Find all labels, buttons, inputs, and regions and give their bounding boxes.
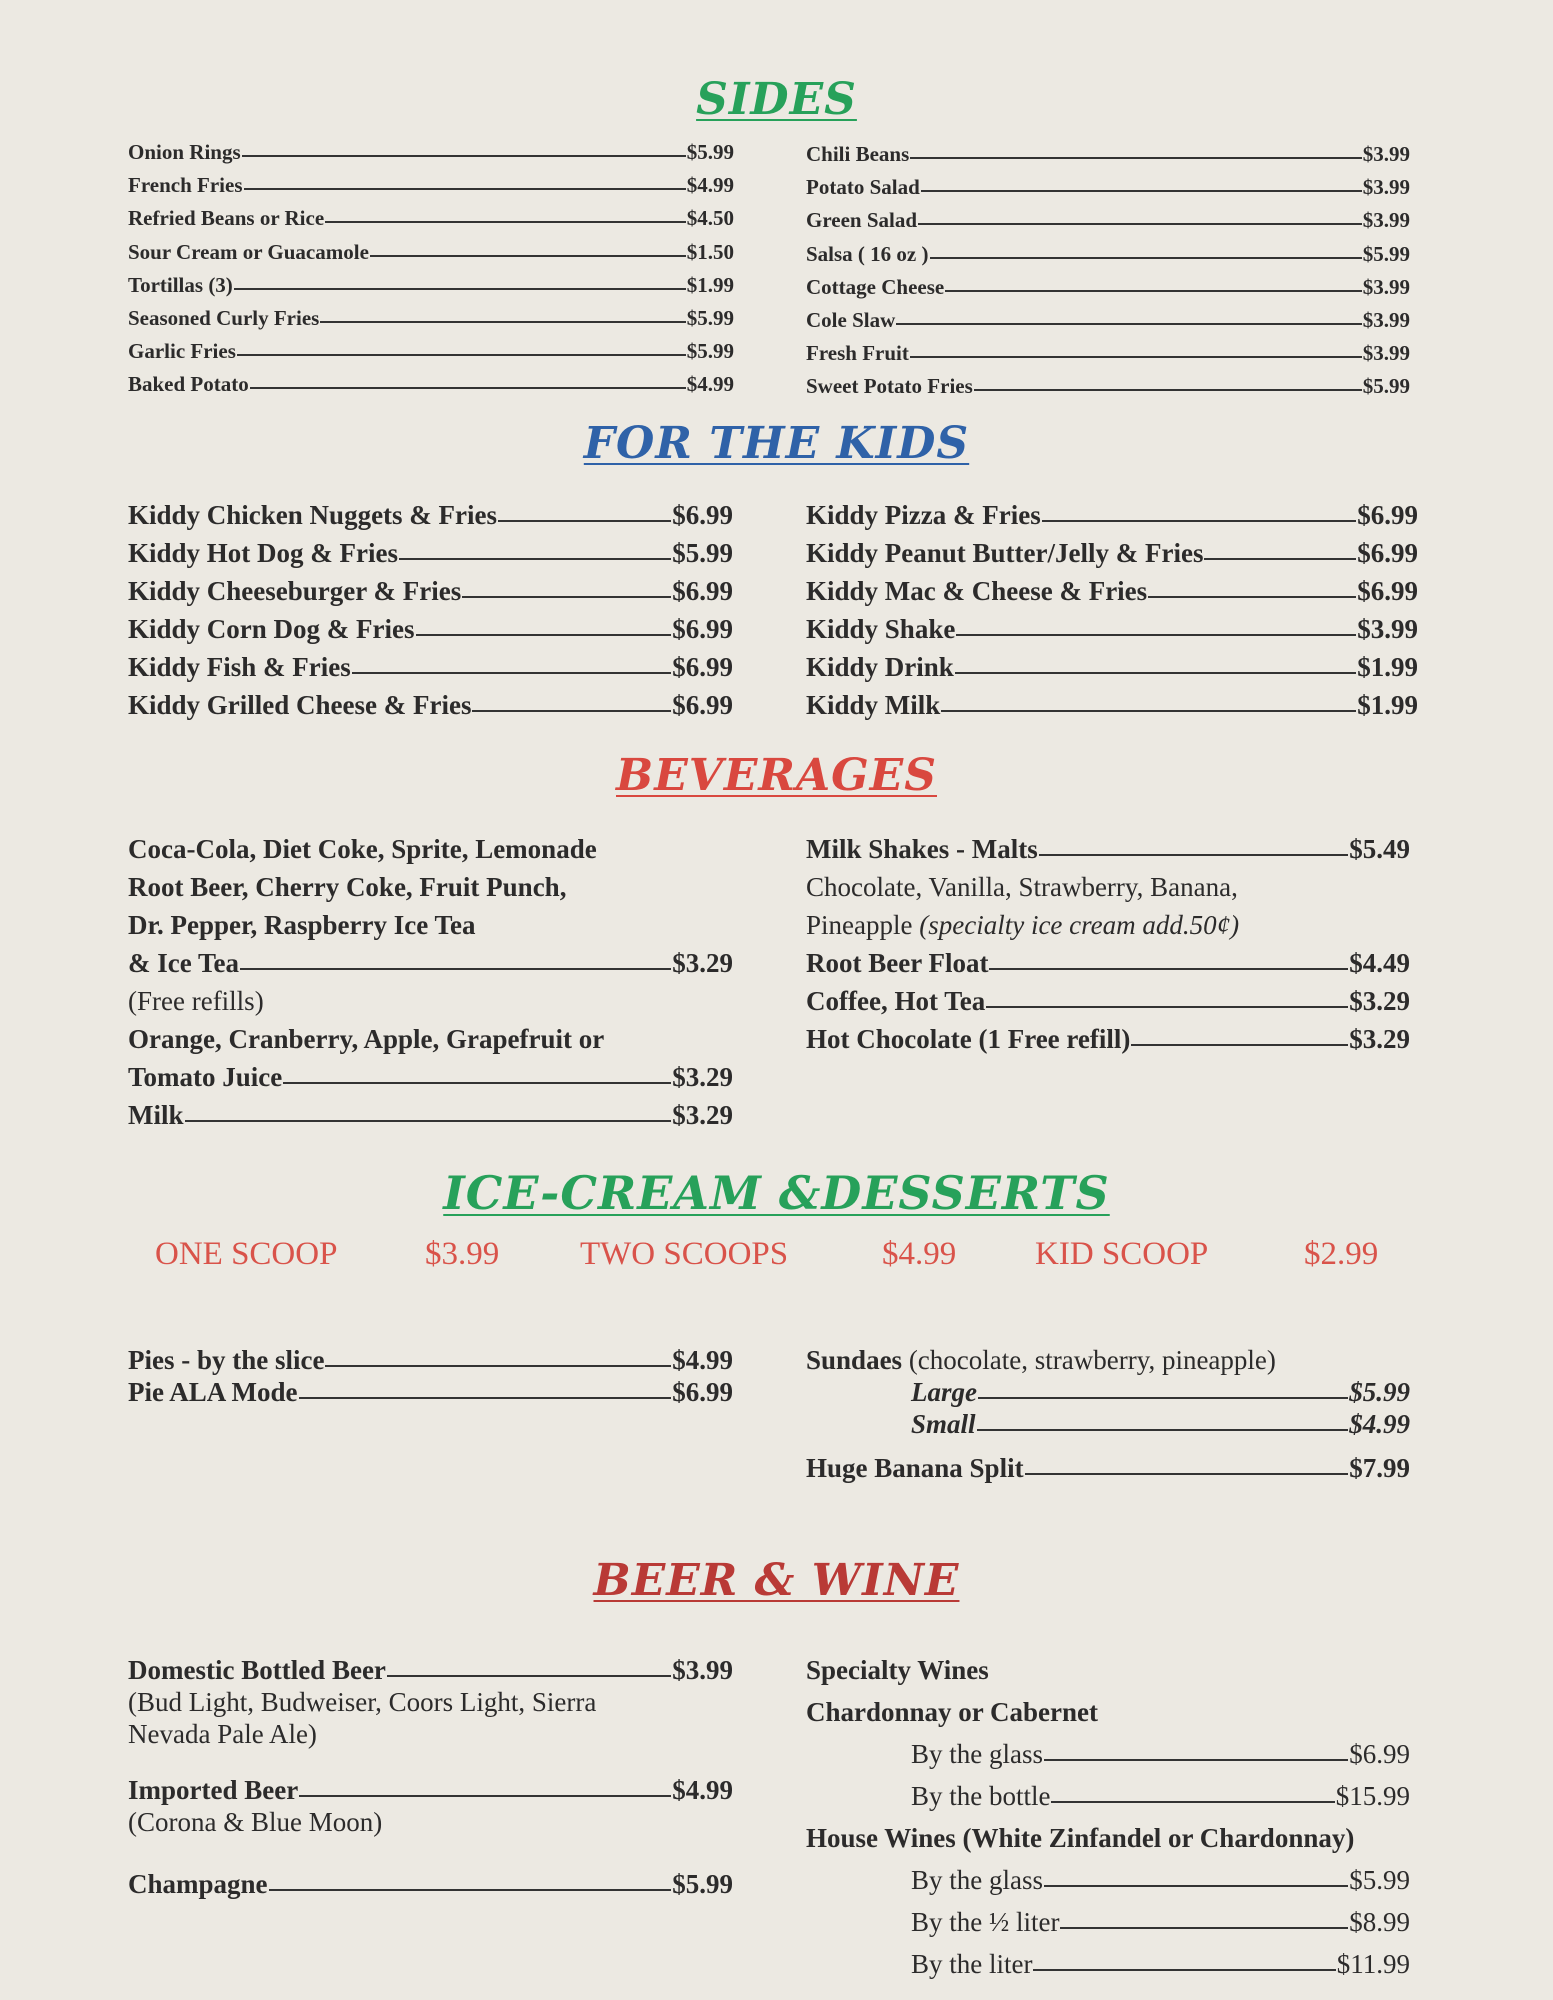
item-price: $6.99: [672, 500, 733, 530]
item-price: $6.99: [672, 576, 733, 606]
menu-item-house-liter: [911, 1949, 1410, 1991]
item-price: $3.29: [1349, 986, 1410, 1016]
leader-line: [352, 672, 671, 674]
item-price: $5.49: [1349, 834, 1410, 864]
menu-item: [128, 652, 733, 690]
item-name: Tomato Juice: [128, 1062, 283, 1092]
item-name: Pie ALA Mode: [128, 1377, 298, 1407]
item-name: Garlic Fries: [128, 339, 236, 364]
item-price: $5.99: [1362, 241, 1410, 266]
menu-item-wine-glass: [911, 1739, 1410, 1781]
menu-item-juice: [128, 1062, 733, 1100]
item-price: $6.99: [1357, 538, 1418, 568]
item-price: $3.29: [1349, 1024, 1410, 1054]
sundaes-label: Sundaes: [806, 1345, 903, 1375]
leader-line: [320, 321, 685, 323]
item-price: $3.29: [672, 948, 733, 978]
menu-item: [806, 500, 1418, 538]
leader-line: [977, 1429, 1349, 1431]
menu-item-banana-split: [806, 1453, 1410, 1485]
leader-line: [370, 255, 686, 257]
menu-item-milk: [128, 1100, 733, 1138]
menu-item: [806, 652, 1418, 690]
item-price: $5.99: [1362, 374, 1410, 399]
item-name: Green Salad: [806, 208, 918, 233]
leader-line: [930, 257, 1362, 259]
leader-line: [1204, 558, 1356, 560]
leader-line: [250, 387, 686, 389]
beer-left-column: [128, 1655, 733, 1901]
item-price: $6.99: [672, 652, 733, 682]
soda-list: Root Beer, Cherry Coke, Fruit Punch,: [128, 872, 567, 902]
item-price: $4.50: [686, 206, 734, 231]
leader-line: [1044, 1885, 1348, 1887]
sides-right-column: [806, 142, 1410, 408]
item-name: & Ice Tea: [128, 948, 239, 978]
menu-item: [806, 242, 1410, 275]
leader-line: [299, 1795, 671, 1797]
item-price: $4.99: [1349, 1409, 1410, 1439]
item-name: Champagne: [128, 1869, 268, 1899]
item-name: By the liter: [911, 1949, 1033, 1979]
item-name: Small: [911, 1409, 976, 1439]
menu-item: [128, 140, 734, 173]
item-price: $3.99: [1362, 307, 1410, 332]
leader-line: [416, 634, 672, 636]
two-scoops-label: TWO SCOOPS: [580, 1236, 789, 1272]
item-name: Refried Beans or Rice: [128, 206, 325, 231]
menu-item-ala-mode: [128, 1377, 733, 1409]
item-price: $3.29: [672, 1100, 733, 1130]
menu-item-sundae-small: [911, 1409, 1410, 1453]
menu-item: [806, 308, 1410, 341]
item-name: Kiddy Cheeseburger & Fries: [128, 576, 462, 606]
menu-item: [806, 142, 1410, 175]
refill-note: (Free refills): [128, 986, 264, 1016]
menu-item-pies: [128, 1345, 733, 1377]
menu-item: [128, 372, 734, 405]
leader-line: [185, 1120, 672, 1122]
item-name: Hot Chocolate (1 Free refill): [806, 1024, 1131, 1054]
soda-list: Coca-Cola, Diet Coke, Sprite, Lemonade: [128, 834, 597, 864]
specialty-wines-heading: Specialty Wines: [806, 1655, 989, 1685]
leader-line: [974, 389, 1362, 391]
shake-flavor-pineapple: Pineapple: [806, 910, 913, 940]
leader-line: [1033, 1969, 1335, 1971]
menu-item: [806, 275, 1410, 308]
item-name: Large: [911, 1377, 977, 1407]
menu-item: [128, 173, 734, 206]
item-name: Potato Salad: [806, 175, 920, 200]
leader-line: [462, 596, 671, 598]
leader-line: [896, 323, 1362, 325]
item-name: Milk Shakes - Malts: [806, 834, 1038, 864]
item-price: $4.99: [672, 1345, 733, 1375]
item-name: Kiddy Mac & Cheese & Fries: [806, 576, 1148, 606]
menu-item-house-half-liter: [911, 1907, 1410, 1949]
item-price: $4.99: [686, 173, 734, 198]
chardonnay-cabernet-heading: Chardonnay or Cabernet: [806, 1697, 1099, 1727]
menu-item: [128, 690, 733, 728]
leader-line: [1060, 1927, 1348, 1929]
leader-line: [472, 710, 671, 712]
leader-line: [399, 558, 671, 560]
leader-line: [1051, 1801, 1334, 1803]
item-price: $5.99: [1349, 1865, 1410, 1895]
leader-line: [986, 1006, 1348, 1008]
leader-line: [244, 188, 686, 190]
leader-line: [325, 221, 686, 223]
leader-line: [989, 968, 1348, 970]
item-name: Cottage Cheese: [806, 274, 945, 299]
menu-item: [806, 614, 1418, 652]
leader-line: [240, 968, 671, 970]
menu-item: [806, 690, 1418, 728]
domestic-note: (Bud Light, Budweiser, Coors Light, Sierra: [128, 1687, 597, 1717]
beverages-title: BEVERAGES: [616, 750, 937, 801]
house-wines-heading: House Wines (White Zinfandel or Chardonnay): [806, 1823, 1355, 1853]
item-price: $8.99: [1349, 1907, 1410, 1937]
leader-line: [956, 634, 1356, 636]
item-price: $3.99: [1357, 614, 1418, 644]
item-price: $1.50: [686, 239, 734, 264]
sundaes-heading: [806, 1345, 1410, 1377]
item-price: $6.99: [1357, 500, 1418, 530]
item-price: $5.99: [686, 305, 734, 330]
item-price: $1.99: [1357, 690, 1418, 720]
menu-item: [128, 614, 733, 652]
leader-line: [1044, 1759, 1348, 1761]
item-price: $5.99: [1349, 1377, 1410, 1407]
item-price: $6.99: [672, 1377, 733, 1407]
item-price: $5.99: [672, 538, 733, 568]
menu-item: [806, 374, 1410, 407]
menu-item-imported-beer: [128, 1775, 733, 1807]
menu-item: [128, 240, 734, 273]
menu-item: [128, 273, 734, 306]
item-name: Baked Potato: [128, 372, 249, 397]
kid-scoop-price: $2.99: [1304, 1236, 1379, 1272]
leader-line: [921, 190, 1362, 192]
leader-line: [283, 1082, 671, 1084]
item-name: Kiddy Fish & Fries: [128, 652, 351, 682]
item-name: Tortillas (3): [128, 272, 233, 297]
beer-wine-title: BEER & WINE: [593, 1555, 960, 1606]
leader-line: [242, 155, 686, 157]
leader-line: [910, 157, 1361, 159]
item-name: Chili Beans: [806, 142, 910, 166]
item-price: $4.49: [1349, 948, 1410, 978]
item-name: By the glass: [911, 1739, 1043, 1769]
item-price: $3.29: [672, 1062, 733, 1092]
item-price: $3.99: [1362, 175, 1410, 200]
leader-line: [498, 520, 671, 522]
menu-item: [128, 576, 733, 614]
leader-line: [387, 1675, 671, 1677]
kid-scoop-label: KID SCOOP: [1035, 1236, 1209, 1272]
item-name: Onion Rings: [128, 140, 241, 164]
wine-right-column: [806, 1655, 1410, 1991]
specialty-note: (specialty ice cream add.50¢): [919, 910, 1240, 940]
item-name: Huge Banana Split: [806, 1453, 1024, 1483]
menu-item-sodas: [128, 948, 733, 986]
menu-item: [128, 538, 733, 576]
leader-line: [978, 1397, 1348, 1399]
item-name: By the glass: [911, 1865, 1043, 1895]
item-price: $3.99: [1362, 208, 1410, 233]
kids-title: FOR THE KIDS: [583, 418, 970, 469]
item-name: Seasoned Curly Fries: [128, 305, 320, 330]
menu-item: [128, 306, 734, 339]
item-price: $5.99: [686, 339, 734, 364]
item-price: $6.99: [672, 614, 733, 644]
leader-line: [1042, 520, 1357, 522]
sundaes-note: (chocolate, strawberry, pineapple): [908, 1345, 1276, 1375]
item-name: Fresh Fruit: [806, 341, 909, 366]
item-price: $5.99: [672, 1869, 733, 1899]
juice-list: Orange, Cranberry, Apple, Grapefruit or: [128, 1024, 605, 1054]
leader-line: [1148, 596, 1356, 598]
menu-item: [128, 339, 734, 372]
one-scoop-label: ONE SCOOP: [155, 1236, 338, 1272]
item-name: Cole Slaw: [806, 307, 896, 332]
leader-line: [910, 356, 1362, 358]
leader-line: [269, 1889, 672, 1891]
item-price: $3.99: [1362, 341, 1410, 366]
item-name: Kiddy Shake: [806, 614, 956, 644]
item-name: Kiddy Chicken Nuggets & Fries: [128, 500, 498, 530]
leader-line: [234, 288, 686, 290]
item-name: Kiddy Hot Dog & Fries: [128, 538, 398, 568]
item-price: $3.99: [1362, 142, 1410, 166]
item-name: By the bottle: [911, 1781, 1051, 1811]
kids-right-column: [806, 500, 1418, 728]
item-price: $15.99: [1335, 1781, 1410, 1811]
menu-item: [806, 175, 1410, 208]
menu-item-cocoa: [806, 1024, 1410, 1062]
item-name: Sweet Potato Fries: [806, 374, 973, 399]
menu-item-wine-bottle: [911, 1781, 1410, 1823]
item-price: $6.99: [1349, 1739, 1410, 1769]
item-price: $3.99: [1362, 274, 1410, 299]
leader-line: [237, 354, 686, 356]
item-price: $3.99: [672, 1655, 733, 1685]
item-price: $1.99: [686, 272, 734, 297]
menu-item-house-glass: [911, 1865, 1410, 1907]
leader-line: [1039, 854, 1348, 856]
beverages-left-column: [128, 834, 733, 1138]
soda-list: Dr. Pepper, Raspberry Ice Tea: [128, 910, 476, 940]
desserts-left-column: [128, 1345, 733, 1409]
leader-line: [299, 1397, 672, 1399]
item-name: Kiddy Drink: [806, 652, 954, 682]
item-name: Root Beer Float: [806, 948, 989, 978]
imported-note: (Corona & Blue Moon): [128, 1807, 383, 1837]
one-scoop-price: $3.99: [425, 1236, 500, 1272]
menu-item: [806, 341, 1410, 374]
leader-line: [918, 223, 1362, 225]
item-name: French Fries: [128, 173, 243, 198]
item-name: Kiddy Milk: [806, 690, 941, 720]
item-name: Kiddy Corn Dog & Fries: [128, 614, 415, 644]
item-name: Sour Cream or Guacamole: [128, 239, 369, 264]
item-price: $6.99: [1357, 576, 1418, 606]
item-price: $5.99: [686, 140, 734, 164]
leader-line: [1131, 1044, 1348, 1046]
menu-item-champagne: [128, 1869, 733, 1901]
menu-item-domestic-beer: [128, 1655, 733, 1687]
kids-left-column: [128, 500, 733, 728]
menu-item: [806, 576, 1418, 614]
menu-item: [806, 538, 1418, 576]
shake-flavors-2: [806, 910, 1410, 948]
desserts-right-column: [806, 1345, 1410, 1485]
item-price: $7.99: [1349, 1453, 1410, 1483]
item-name: Kiddy Grilled Cheese & Fries: [128, 690, 472, 720]
item-name: Kiddy Peanut Butter/Jelly & Fries: [806, 538, 1204, 568]
leader-line: [941, 710, 1356, 712]
desserts-title: ICE-CREAM &DESSERTS: [443, 1166, 1110, 1220]
menu-item-sundae-large: [911, 1377, 1410, 1409]
item-name: By the ½ liter: [911, 1907, 1060, 1937]
item-price: $6.99: [672, 690, 733, 720]
menu-item: [806, 208, 1410, 241]
item-name: Milk: [128, 1100, 184, 1130]
item-price: $4.99: [686, 372, 734, 397]
menu-item: [128, 206, 734, 239]
leader-line: [325, 1365, 671, 1367]
menu-item-float: [806, 948, 1410, 986]
item-name: Salsa ( 16 oz ): [806, 241, 929, 266]
leader-line: [945, 290, 1362, 292]
item-name: Pies - by the slice: [128, 1345, 325, 1375]
leader-line: [955, 672, 1356, 674]
two-scoops-price: $4.99: [882, 1236, 957, 1272]
menu-item-shakes: [806, 834, 1410, 872]
item-name: Imported Beer: [128, 1775, 299, 1805]
item-price: $4.99: [672, 1775, 733, 1805]
item-price: $1.99: [1357, 652, 1418, 682]
menu-item-coffee: [806, 986, 1410, 1024]
menu-item: [128, 500, 733, 538]
item-name: Coffee, Hot Tea: [806, 986, 986, 1016]
item-name: Kiddy Pizza & Fries: [806, 500, 1041, 530]
beverages-right-column: [806, 834, 1410, 1062]
item-price: $11.99: [1336, 1949, 1410, 1979]
sides-left-column: [128, 140, 734, 406]
shake-flavors: Chocolate, Vanilla, Strawberry, Banana,: [806, 872, 1238, 902]
sides-title: SIDES: [696, 74, 857, 125]
domestic-note: Nevada Pale Ale): [128, 1719, 317, 1749]
leader-line: [1025, 1473, 1349, 1475]
item-name: Domestic Bottled Beer: [128, 1655, 386, 1685]
